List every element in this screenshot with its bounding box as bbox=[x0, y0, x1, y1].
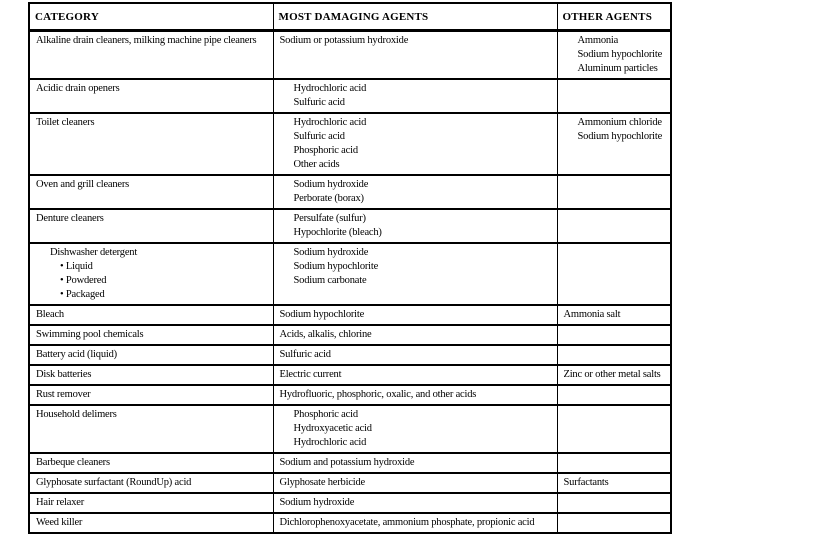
cell-text-line: Dichlorophenoxyacetate, ammonium phosphate, propionic acid bbox=[279, 517, 535, 528]
most-damaging-agents-cell bbox=[273, 209, 557, 243]
cell-text-line: Toilet cleaners bbox=[36, 117, 95, 128]
cell-text-line: Barbeque cleaners bbox=[36, 457, 110, 468]
other-agents-cell bbox=[557, 243, 671, 305]
other-agents-cell bbox=[557, 79, 671, 113]
other-agents-cell bbox=[557, 473, 671, 493]
most-damaging-agents-cell bbox=[273, 493, 557, 513]
cell-text-line: Sodium hydroxide bbox=[293, 179, 369, 190]
cell-text-line: Swimming pool chemicals bbox=[36, 329, 144, 340]
cell-text-line: Sodium hydroxide bbox=[293, 247, 369, 258]
most-damaging-agents-cell bbox=[273, 405, 557, 453]
category-cell bbox=[29, 209, 273, 243]
cell-text-line: Ammonium chloride bbox=[577, 117, 662, 128]
cell-text-line: Glyphosate surfactant (RoundUp) acid bbox=[36, 477, 192, 488]
table-row bbox=[29, 325, 671, 345]
most-damaging-agents-cell bbox=[273, 385, 557, 405]
most-damaging-agents-cell bbox=[273, 305, 557, 325]
cell-text-line: Rust remover bbox=[36, 389, 91, 400]
cell-text-line: Perborate (borax) bbox=[293, 193, 364, 204]
cell-text-line: Sodium hypochlorite bbox=[577, 49, 663, 60]
other-agents-cell bbox=[557, 493, 671, 513]
category-cell bbox=[29, 79, 273, 113]
cell-text-line: Alkaline drain cleaners, milking machine pipe cleaners bbox=[36, 35, 257, 46]
most-damaging-agents-cell bbox=[273, 473, 557, 493]
other-agents-cell bbox=[557, 513, 671, 533]
cell-text-line: Dishwasher detergent bbox=[50, 247, 138, 258]
other-agents-cell bbox=[557, 113, 671, 175]
column-header-other-agents: OTHER AGENTS bbox=[557, 3, 671, 31]
category-cell bbox=[29, 305, 273, 325]
most-damaging-agents-cell bbox=[273, 243, 557, 305]
most-damaging-agents-cell bbox=[273, 345, 557, 365]
cell-text-line: Sulfuric acid bbox=[279, 349, 331, 360]
cell-text-line: Aluminum particles bbox=[577, 63, 658, 74]
table-row bbox=[29, 493, 671, 513]
cell-text-line: Acidic drain openers bbox=[36, 83, 120, 94]
other-agents-cell bbox=[557, 365, 671, 385]
cell-text-line: Hydrofluoric, phosphoric, oxalic, and other acids bbox=[279, 389, 477, 400]
cell-text-line: Surfactants bbox=[563, 477, 609, 488]
table-row bbox=[29, 243, 671, 305]
table-row bbox=[29, 513, 671, 533]
cell-text-line: Ammonia bbox=[577, 35, 619, 46]
header-row bbox=[29, 3, 671, 31]
hazardous-agents-table bbox=[28, 2, 672, 534]
category-cell bbox=[29, 365, 273, 385]
cell-text-line: Household delimers bbox=[36, 409, 117, 420]
category-cell bbox=[29, 473, 273, 493]
other-agents-cell bbox=[557, 345, 671, 365]
table-row bbox=[29, 209, 671, 243]
cell-text-line: Persulfate (sulfur) bbox=[293, 213, 366, 224]
category-cell bbox=[29, 345, 273, 365]
bullet-list-item: • Packaged bbox=[60, 289, 105, 300]
bullet-list-item: • Liquid bbox=[60, 261, 93, 272]
cell-text-line: Sodium carbonate bbox=[293, 275, 367, 286]
table-row bbox=[29, 453, 671, 473]
most-damaging-agents-cell bbox=[273, 513, 557, 533]
cell-text-line: Zinc or other metal salts bbox=[563, 369, 661, 380]
category-cell bbox=[29, 405, 273, 453]
category-cell bbox=[29, 493, 273, 513]
document-page bbox=[28, 2, 672, 534]
cell-text-line: Hydrochloric acid bbox=[293, 83, 367, 94]
cell-text-line: Oven and grill cleaners bbox=[36, 179, 130, 190]
table-row bbox=[29, 385, 671, 405]
most-damaging-agents-cell bbox=[273, 365, 557, 385]
cell-text-line: Sodium hypochlorite bbox=[293, 261, 379, 272]
cell-text-line: Disk batteries bbox=[36, 369, 92, 380]
cell-text-line: Glyphosate herbicide bbox=[279, 477, 366, 488]
cell-text-line: Sulfuric acid bbox=[293, 131, 345, 142]
other-agents-cell bbox=[557, 31, 671, 80]
cell-text-line: Denture cleaners bbox=[36, 213, 104, 224]
table-row bbox=[29, 31, 671, 80]
most-damaging-agents-cell bbox=[273, 31, 557, 80]
bullet-list-item: • Powdered bbox=[60, 275, 107, 286]
most-damaging-agents-cell bbox=[273, 113, 557, 175]
most-damaging-agents-cell bbox=[273, 175, 557, 209]
other-agents-cell bbox=[557, 385, 671, 405]
table-body bbox=[29, 31, 671, 534]
category-cell bbox=[29, 513, 273, 533]
cell-text-line: Other acids bbox=[293, 159, 340, 170]
category-cell bbox=[29, 325, 273, 345]
other-agents-cell bbox=[557, 405, 671, 453]
cell-text-line: Phosphoric acid bbox=[293, 409, 358, 420]
most-damaging-agents-cell bbox=[273, 325, 557, 345]
column-header-category: CATEGORY bbox=[29, 3, 273, 31]
cell-text-line: Hydrochloric acid bbox=[293, 437, 367, 448]
cell-text-line: Sodium hydroxide bbox=[279, 497, 355, 508]
other-agents-cell bbox=[557, 209, 671, 243]
cell-text-line: Sodium and potassium hydroxide bbox=[279, 457, 415, 468]
cell-text-line: Electric current bbox=[279, 369, 342, 380]
table-row bbox=[29, 113, 671, 175]
other-agents-cell bbox=[557, 453, 671, 473]
table-header bbox=[29, 3, 671, 31]
most-damaging-agents-cell bbox=[273, 453, 557, 473]
column-header-most-damaging-agents: MOST DAMAGING AGENTS bbox=[273, 3, 557, 31]
category-cell bbox=[29, 175, 273, 209]
cell-text-line: Acids, alkalis, chlorine bbox=[279, 329, 372, 340]
cell-text-line: Bleach bbox=[36, 309, 64, 320]
cell-text-line: Sodium hypochlorite bbox=[279, 309, 365, 320]
cell-text-line: Weed killer bbox=[36, 517, 83, 528]
other-agents-cell bbox=[557, 325, 671, 345]
table-row bbox=[29, 473, 671, 493]
table-row bbox=[29, 345, 671, 365]
table-row bbox=[29, 305, 671, 325]
table-row bbox=[29, 79, 671, 113]
category-cell bbox=[29, 453, 273, 473]
cell-text-line: Hydrochloric acid bbox=[293, 117, 367, 128]
most-damaging-agents-cell bbox=[273, 79, 557, 113]
cell-text-line: Hydroxyacetic acid bbox=[293, 423, 372, 434]
category-cell bbox=[29, 113, 273, 175]
category-cell bbox=[29, 243, 273, 305]
cell-text-line: Hypochlorite (bleach) bbox=[293, 227, 382, 238]
cell-text-line: Battery acid (liquid) bbox=[36, 349, 117, 360]
table-row bbox=[29, 365, 671, 385]
table-row bbox=[29, 405, 671, 453]
cell-text-line: Sodium or potassium hydroxide bbox=[279, 35, 409, 46]
cell-text-line: Phosphoric acid bbox=[293, 145, 358, 156]
cell-text-line: Sodium hypochlorite bbox=[577, 131, 663, 142]
category-cell bbox=[29, 385, 273, 405]
other-agents-cell bbox=[557, 305, 671, 325]
cell-text-line: Hair relaxer bbox=[36, 497, 85, 508]
category-cell bbox=[29, 31, 273, 80]
table-row bbox=[29, 175, 671, 209]
other-agents-cell bbox=[557, 175, 671, 209]
cell-text-line: Ammonia salt bbox=[563, 309, 621, 320]
cell-text-line: Sulfuric acid bbox=[293, 97, 345, 108]
